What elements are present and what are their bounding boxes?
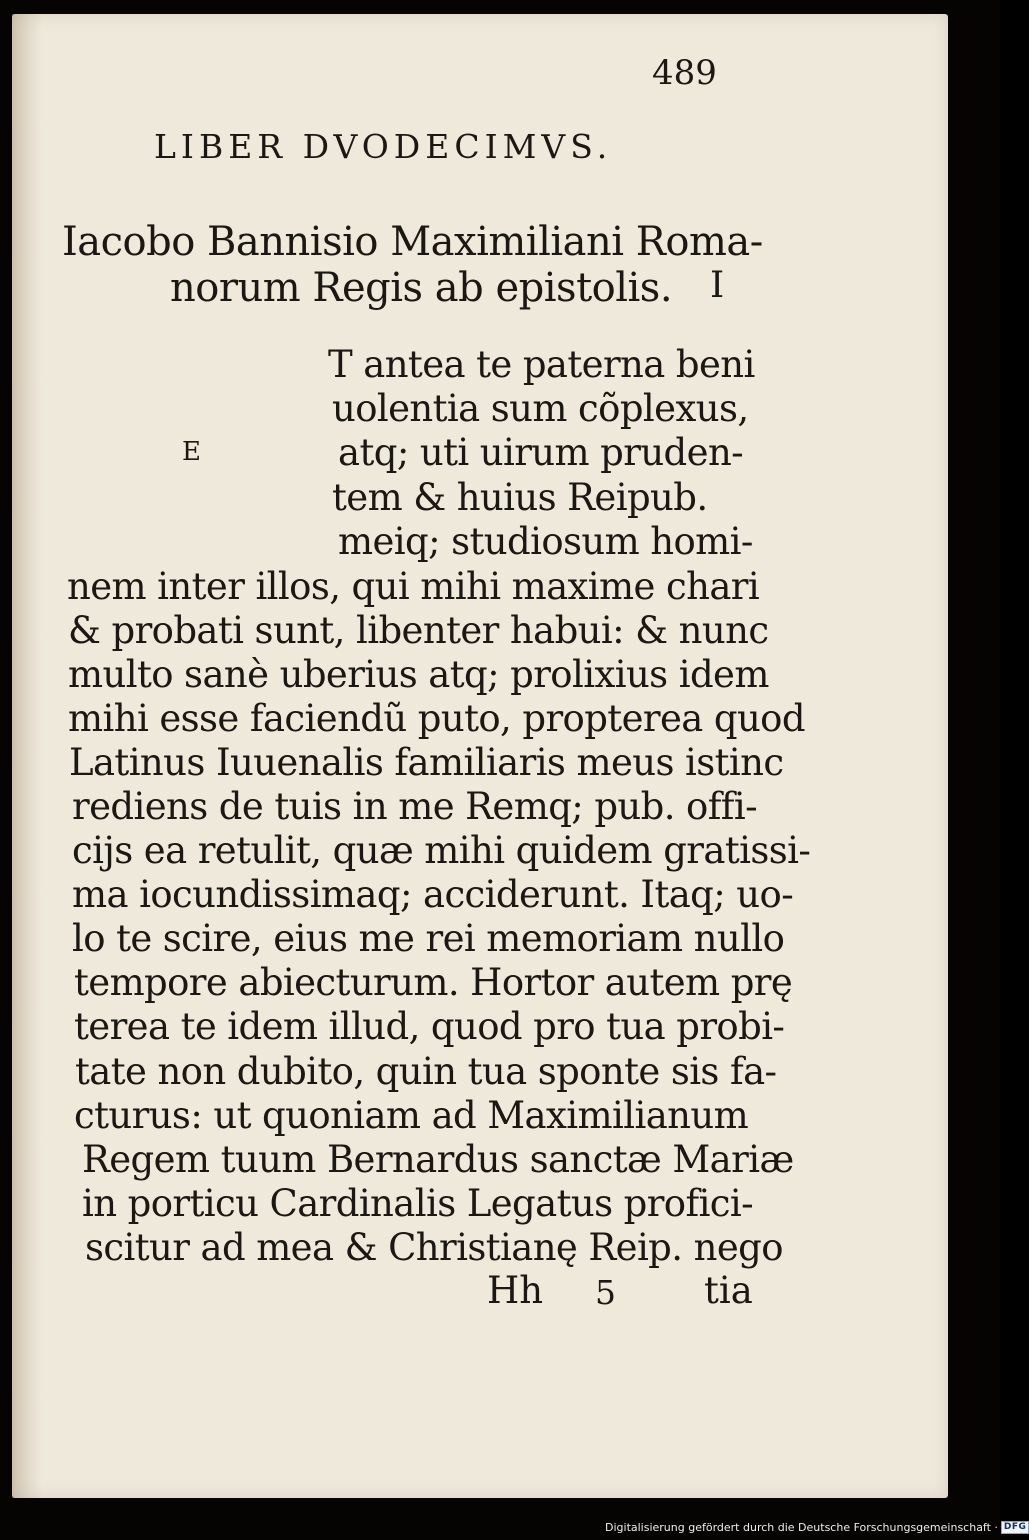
body-line: cijs ea retulit, quæ mihi quidem gratissi- [72,829,811,872]
signature-number: 5 [595,1273,616,1312]
running-head: LIBER DVODECIMVS. [154,127,613,166]
body-line: ma iocundissimaq; acciderunt. Itaq; uo- [72,873,794,916]
body-line: uolentia sum cõplexus, [332,387,749,430]
body-line: atq; uti uirum pruden- [338,431,744,474]
body-line: Regem tuum Bernardus sanctæ Mariæ [82,1138,794,1181]
credit-text: Digitalisierung gefördert durch die Deutsche Forschungsgemeinschaft · [605,1520,998,1534]
body-line: mihi esse faciendũ puto, propterea quod [68,697,805,740]
letter-heading-line-2: norum Regis ab epistolis. [170,265,673,311]
body-line: rediens de tuis in me Remq; pub. offi- [72,785,758,828]
digitization-credit [605,1521,1029,1534]
book-page [12,14,948,1498]
body-line: tempore abiecturum. Hortor autem prę [74,961,793,1004]
body-line: meiq; studiosum homi- [338,520,753,563]
signature-mark: Hh [487,1269,544,1312]
body-line: lo te scire, eius me rei memoriam nullo [72,917,785,960]
body-line: in porticu Cardinalis Legatus profici- [82,1182,754,1225]
letter-number: I [710,265,725,306]
catchword: tia [704,1269,753,1312]
initial-guide-letter: E [182,437,201,467]
body-line: terea te idem illud, quod pro tua probi- [74,1005,785,1048]
body-line: nem inter illos, qui mihi maxime chari [67,565,760,608]
folio-number: 489 [652,53,717,93]
body-line: tate non dubito, quin tua sponte sis fa- [75,1050,777,1093]
body-line: Latinus Iuuenalis familiaris meus istinc [69,741,784,784]
letter-heading-line-1: Iacobo Bannisio Maximiliani Roma- [62,219,763,265]
body-line: tem & huius Reipub. [332,476,708,519]
body-line: T antea te paterna beni [328,343,755,386]
dfg-logo-icon: DFG [1001,1521,1029,1534]
body-line: cturus: ut quoniam ad Maximilianum [74,1094,749,1137]
body-line: scitur ad mea & Christianę Reip. nego [85,1226,783,1269]
body-line: & probati sunt, libenter habui: & nunc [68,609,769,652]
body-line: multo sanè uberius atq; prolixius idem [68,653,769,696]
page-gutter-shadow [12,14,42,1498]
